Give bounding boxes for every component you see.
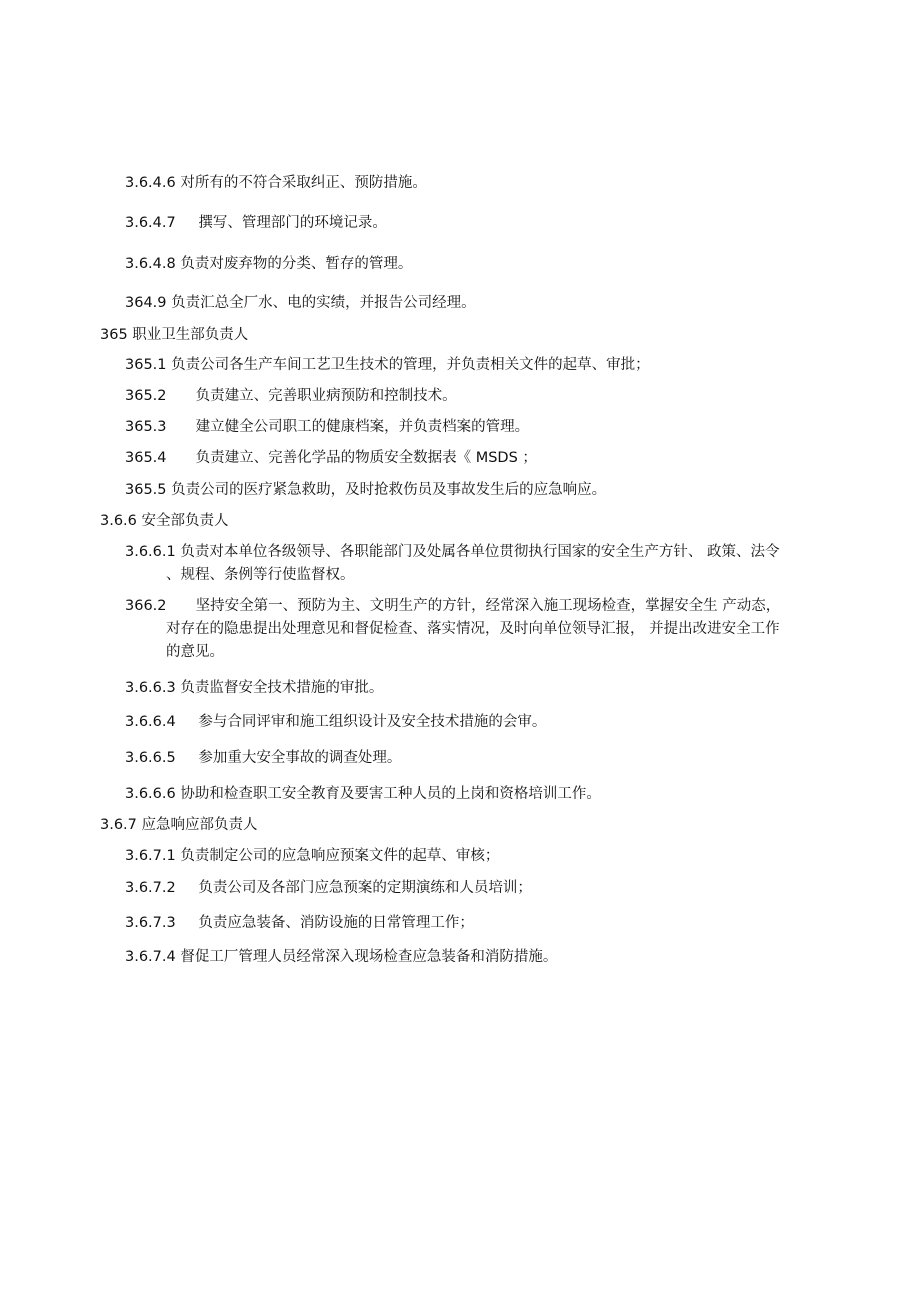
clause-number: 365.1 [125, 357, 167, 373]
clause-number: 3.6.7.2 [125, 880, 176, 896]
clause-text: 负责公司及各部门应急预案的定期演练和人员培训； [198, 880, 532, 896]
clause-3-6-6-1-continuation: 、规程、条例等行使监督权。 [166, 567, 355, 583]
section-title: 安全部负责人 [141, 513, 229, 529]
section-number: 3.6.6 [100, 513, 137, 529]
section-heading-3-6-6 [100, 509, 229, 533]
clause-364-9 [125, 291, 476, 315]
clause-text: 负责建立、完善化学品的物质安全数据表《 MSDS ； [195, 450, 537, 466]
clause-number: 365.2 [125, 388, 167, 404]
section-title: 职业卫生部负责人 [132, 327, 249, 343]
clause-text: 负责建立、完善职业病预防和控制技术。 [195, 388, 457, 404]
clause-3-6-6-5 [125, 746, 401, 770]
clause-number: 366.2 [125, 598, 167, 614]
section-heading-3-6-7 [100, 813, 258, 837]
clause-365-4 [125, 446, 537, 470]
clause-text: 负责对本单位各级领导、各职能部门及处属各单位贯彻执行国家的安全生产方针、 政策、法令 [180, 544, 780, 560]
clause-number: 3.6.7.3 [125, 915, 176, 931]
clause-number: 3.6.4.8 [125, 256, 176, 272]
clause-3-6-6-3 [125, 676, 383, 700]
clause-365-1 [125, 353, 650, 377]
section-number: 365 [100, 327, 128, 343]
clause-text: 负责公司各生产车间工艺卫生技术的管理，并负责相关文件的起草、审批； [171, 357, 650, 373]
clause-number: 365.4 [125, 450, 167, 466]
clause-text: 协助和检查职工安全教育及要害工种人员的上岗和资格培训工作。 [180, 786, 601, 802]
clause-number: 3.6.6.5 [125, 750, 176, 766]
clause-366-2 [125, 594, 780, 618]
clause-365-3 [125, 415, 529, 439]
clause-366-2-continuation-2: 的意见。 [166, 644, 224, 660]
clause-3-6-6-4 [125, 710, 546, 734]
clause-text: 负责汇总全厂水、电的实绩，并报告公司经理。 [171, 295, 476, 311]
clause-text: 参与合同评审和施工组织设计及安全技术措施的会审。 [198, 714, 547, 730]
clause-366-2-continuation-1: 对存在的隐患提出处理意见和督促检查、落实情况，及时向单位领导汇报， 并提出改进安全工作 [166, 621, 780, 637]
clause-3-6-4-7 [125, 211, 387, 235]
clause-text: 撰写、管理部门的环境记录。 [198, 215, 387, 231]
clause-3-6-7-4 [125, 945, 557, 969]
section-title: 应急响应部负责人 [141, 817, 258, 833]
clause-3-6-6-6 [125, 782, 601, 806]
clause-number: 3.6.7.4 [125, 949, 176, 965]
clause-text: 负责公司的医疗紧急救助，及时抢救伤员及事故发生后的应急响应。 [171, 482, 607, 498]
clause-number: 3.6.6.3 [125, 680, 176, 696]
clause-number: 365.3 [125, 419, 167, 435]
clause-text: 对所有的不符合采取纠正、预防措施。 [180, 175, 427, 191]
clause-number: 3.6.6.4 [125, 714, 176, 730]
clause-3-6-4-6 [125, 171, 427, 195]
clause-number: 3.6.4.7 [125, 215, 176, 231]
clause-3-6-6-1 [125, 540, 779, 564]
clause-text: 坚持安全第一、预防为主、文明生产的方针，经常深入施工现场检查，掌握安全生 产动态， [195, 598, 781, 614]
clause-text: 督促工厂管理人员经常深入现场检查应急装备和消防措施。 [180, 949, 558, 965]
clause-3-6-4-8 [125, 252, 412, 276]
clause-text: 负责应急装备、消防设施的日常管理工作； [198, 915, 474, 931]
clause-text: 负责监督安全技术措施的审批。 [180, 680, 384, 696]
clause-number: 3.6.4.6 [125, 175, 176, 191]
clause-text: 负责制定公司的应急响应预案文件的起草、审核； [180, 848, 500, 864]
clause-number: 364.9 [125, 295, 167, 311]
clause-text: 参加重大安全事故的调查处理。 [198, 750, 402, 766]
clause-3-6-7-3 [125, 911, 474, 935]
clause-number: 3.6.6.1 [125, 544, 176, 560]
clause-365-2 [125, 384, 457, 408]
clause-number: 3.6.6.6 [125, 786, 176, 802]
clause-text: 负责对废弃物的分类、暂存的管理。 [180, 256, 413, 272]
clause-3-6-7-1 [125, 844, 499, 868]
clause-365-5 [125, 478, 606, 502]
clause-number: 365.5 [125, 482, 167, 498]
clause-text: 建立健全公司职工的健康档案，并负责档案的管理。 [195, 419, 530, 435]
clause-number: 3.6.7.1 [125, 848, 176, 864]
clause-3-6-7-2 [125, 876, 532, 900]
section-heading-365 [100, 323, 248, 347]
section-number: 3.6.7 [100, 817, 137, 833]
